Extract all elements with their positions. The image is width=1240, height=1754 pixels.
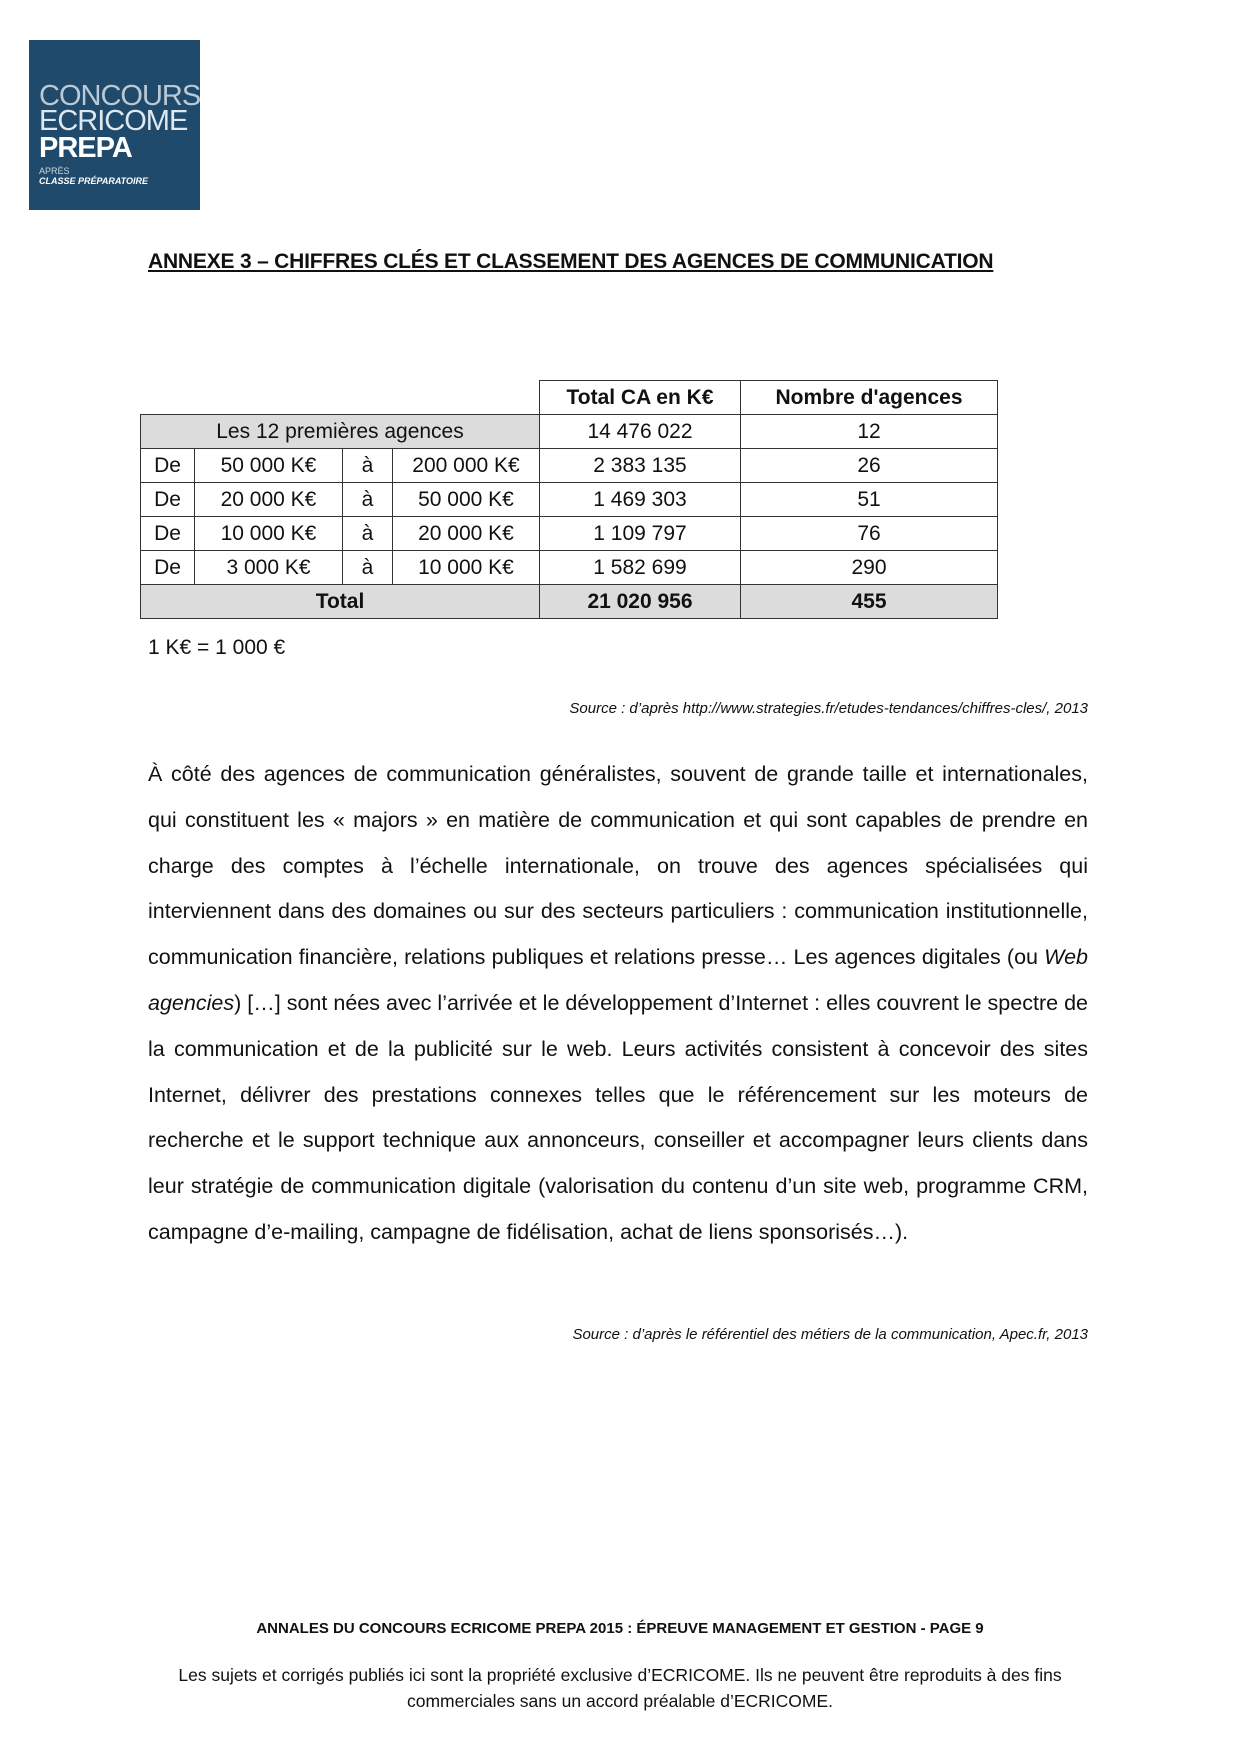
row-count: 76 — [741, 517, 998, 551]
row-ca: 1 109 797 — [540, 517, 741, 551]
logo-line-concours: CONCOURS — [39, 80, 201, 112]
table-row — [141, 449, 998, 483]
row-to: 50 000 K€ — [393, 483, 540, 517]
source-citation-2: Source : d’après le référentiel des métiers de la communication, Apec.fr, 2013 — [572, 1326, 1088, 1343]
page-title: ANNEXE 3 – CHIFFRES CLÉS ET CLASSEMENT DES AGENCES DE COMMUNICATION — [148, 250, 994, 273]
table-row — [141, 415, 998, 449]
row-a: à — [343, 483, 393, 517]
footer-title: ANNALES DU CONCOURS ECRICOME PREPA 2015 : ÉPREUVE MANAGEMENT ET GESTION - PAGE 9 — [256, 1620, 984, 1637]
row-to: 20 000 K€ — [393, 517, 540, 551]
row-to: 10 000 K€ — [393, 551, 540, 585]
row-from: 20 000 K€ — [195, 483, 343, 517]
table-header-row — [141, 381, 998, 415]
row-ca: 14 476 022 — [540, 415, 741, 449]
row-ca: 2 383 135 — [540, 449, 741, 483]
row-a: à — [343, 551, 393, 585]
table-row — [141, 517, 998, 551]
row-ca: 1 469 303 — [540, 483, 741, 517]
total-ca: 21 020 956 — [540, 585, 741, 619]
logo-line-ecricome: ECRICOME — [39, 105, 188, 137]
row-de: De — [141, 551, 195, 585]
row-a: à — [343, 517, 393, 551]
row-count: 12 — [741, 415, 998, 449]
source-citation-1: Source : d’après http://www.strategies.fr/etudes-tendances/chiffres-cles/, 2013 — [569, 700, 1088, 717]
row-de: De — [141, 449, 195, 483]
table-row — [141, 483, 998, 517]
logo-line-classe: CLASSE PRÉPARATOIRE — [39, 176, 149, 186]
header-nombre-agences: Nombre d'agences — [741, 381, 998, 415]
row-count: 290 — [741, 551, 998, 585]
row-de: De — [141, 483, 195, 517]
logo-line-prepa: PREPA — [39, 132, 132, 164]
agencies-table — [140, 380, 998, 619]
conversion-note: 1 K€ = 1 000 € — [148, 636, 286, 659]
row-to: 200 000 K€ — [393, 449, 540, 483]
row-label: Les 12 premières agences — [141, 415, 540, 449]
row-from: 3 000 K€ — [195, 551, 343, 585]
paragraph-part-2: ) […] sont nées avec l’arrivée et le développement d’Internet : elles couvrent le spectre de la communication et de la publicité sur le web. Leurs activités consistent à concevoir des sites Internet, délivrer des prestations connexes telles que le référencement sur les moteurs de recherche et le support technique aux annonceurs, conseiller et accompagner leurs clients dans leur stratégie de communication digitale (valorisation du contenu d’un site web, programme CRM, campagne d’e-mailing, campagne de fidélisation, achat de liens sponsorisés…). — [148, 990, 1088, 1244]
paragraph-italic: Web agencies — [148, 945, 1088, 1015]
row-a: à — [343, 449, 393, 483]
body-paragraph — [148, 752, 1088, 1256]
total-label: Total — [141, 585, 540, 619]
paragraph-part-1: À côté des agences de communication généralistes, souvent de grande taille et internationales, qui constituent les « majors » en matière de communication et qui sont capables de prendre en charge des comptes à l’échelle internationale, on trouve des agences spécialisées qui interviennent dans des domaines ou sur des secteurs particuliers : communication institutionnelle, communication financière, relations publiques et relations presse… Les agences digitales (ou — [148, 762, 1088, 970]
header-total-ca: Total CA en K€ — [540, 381, 741, 415]
row-ca: 1 582 699 — [540, 551, 741, 585]
row-de: De — [141, 517, 195, 551]
row-count: 51 — [741, 483, 998, 517]
row-from: 50 000 K€ — [195, 449, 343, 483]
table-total-row — [141, 585, 998, 619]
row-count: 26 — [741, 449, 998, 483]
logo-line-apres: APRÈS — [39, 166, 70, 176]
total-count: 455 — [741, 585, 998, 619]
row-from: 10 000 K€ — [195, 517, 343, 551]
ecricome-logo — [29, 40, 200, 210]
footer-copyright: Les sujets et corrigés publiés ici sont la propriété exclusive d’ECRICOME. Ils ne peuvent être reproduits à des fins commerciales sans un accord préalable d’ECRICOME. — [178, 1665, 1062, 1711]
table-row — [141, 551, 998, 585]
